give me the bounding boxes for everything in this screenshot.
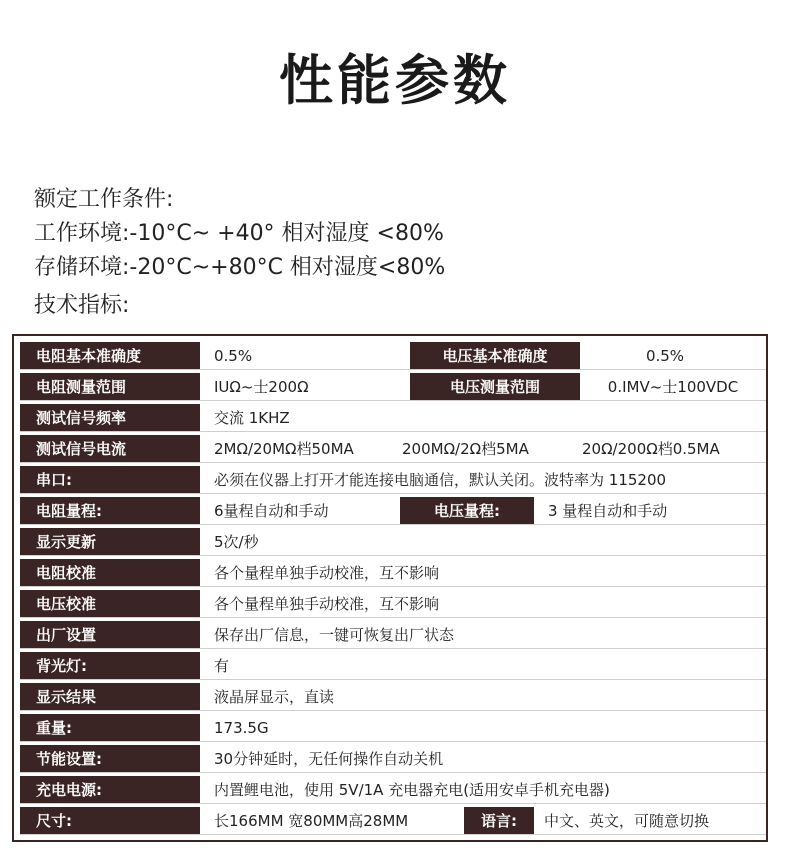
spec-table [12, 334, 768, 842]
row-label: 出厂设置 [20, 621, 200, 648]
row-value: 5次/秒 [214, 533, 259, 551]
table-row [20, 559, 766, 587]
row-label-2: 电压量程: [400, 497, 534, 524]
table-row [20, 497, 766, 525]
current-range-3: 20Ω/200Ω档0.5MA [582, 440, 720, 458]
row-value: 6量程自动和手动 [214, 502, 329, 520]
row-value: 液晶屏显示，直读 [214, 688, 335, 706]
table-row [20, 807, 766, 835]
row-label: 节能设置: [20, 745, 200, 772]
table-row [20, 466, 766, 494]
rated-conditions-heading: 额定工作条件: [34, 187, 174, 212]
row-value-2: 0.IMV~士100VDC [607, 378, 739, 396]
row-value: IUΩ~士200Ω [214, 378, 309, 396]
row-label: 显示更新 [20, 528, 200, 555]
row-label: 背光灯: [20, 652, 200, 679]
conditions-block [34, 183, 445, 323]
table-row [20, 714, 766, 742]
current-range-2: 200MΩ/2Ω档5MA [402, 440, 529, 458]
table-row [20, 683, 766, 711]
row-value: 各个量程单独手动校准，互不影响 [214, 595, 440, 613]
row-value: 内置鲤电池，使用 5V/1A 充电器充电(适用安卓手机充电器) [214, 781, 610, 799]
row-value [200, 435, 766, 462]
row-label-2: 电压基本准确度 [410, 342, 580, 369]
page-title: 性能参数 [279, 49, 511, 112]
table-row [20, 621, 766, 649]
row-label: 电阻基本准确度 [20, 342, 200, 369]
tech-specs-heading: 技术指标: [34, 293, 130, 318]
row-label: 测试信号频率 [20, 404, 200, 431]
row-value-2: 3 量程自动和手动 [548, 502, 668, 520]
storage-environment: 存储环境:-20°C~+80°C 相对湿度<80% [34, 255, 446, 280]
row-value: 必须在仪器上打开才能连接电脑通信，默认关闭。波特率为 115200 [214, 471, 667, 489]
row-label: 电阻校准 [20, 559, 200, 586]
row-value: 173.5G [214, 718, 269, 737]
row-label: 串口: [20, 466, 200, 493]
row-value: 长166MM 宽80MM高28MM [214, 812, 409, 830]
row-label: 电压校准 [20, 590, 200, 617]
current-range-1: 2MΩ/20MΩ档50MA [214, 440, 354, 458]
row-label: 电阻测量范围 [20, 373, 200, 400]
row-label: 重量: [20, 714, 200, 741]
row-label: 充电电源: [20, 776, 200, 803]
row-label: 电阻量程: [20, 497, 200, 524]
row-value-2: 中文、英文，可随意切换 [544, 812, 710, 830]
table-row [20, 435, 766, 463]
row-label-2: 语言: [464, 807, 534, 834]
row-value: 有 [214, 657, 230, 675]
row-label-2: 电压测量范围 [410, 373, 580, 400]
table-row [20, 342, 766, 370]
row-value: 各个量程单独手动校准，互不影响 [214, 564, 440, 582]
row-label: 尺寸: [20, 807, 200, 834]
table-row [20, 652, 766, 680]
row-value-2: 0.5% [645, 346, 685, 365]
table-row [20, 590, 766, 618]
row-value: 保存出厂信息，一键可恢复出厂状态 [214, 626, 455, 644]
row-value: 30分钟延时，无任何操作自动关机 [214, 750, 444, 768]
table-row [20, 373, 766, 401]
table-row [20, 745, 766, 773]
work-environment: 工作环境:-10°C~ +40° 相对湿度 <80% [34, 221, 444, 246]
row-label: 显示结果 [20, 683, 200, 710]
table-row [20, 776, 766, 804]
row-label: 测试信号电流 [20, 435, 200, 462]
row-value: 交流 1KHZ [214, 409, 290, 427]
table-row [20, 404, 766, 432]
row-value: 0.5% [214, 346, 253, 365]
table-row [20, 528, 766, 556]
